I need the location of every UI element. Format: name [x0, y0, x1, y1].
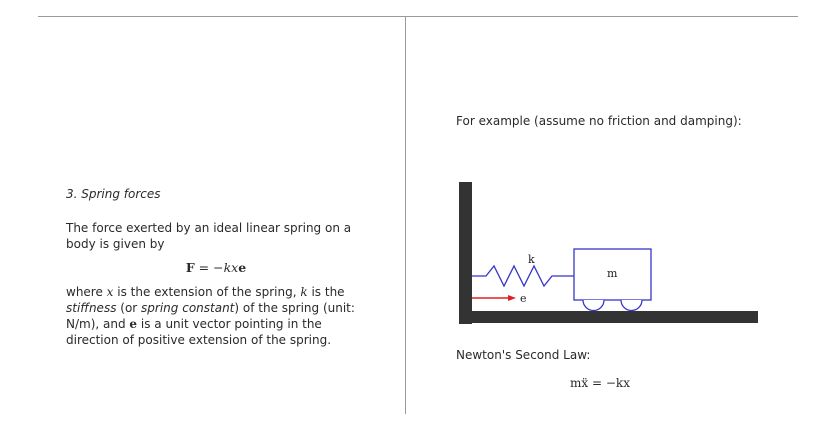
- newton-law-equation: mẍ = −kx: [570, 376, 630, 390]
- left-column: [66, 186, 366, 348]
- spring: [472, 266, 574, 286]
- wall: [459, 182, 472, 324]
- left-wheel: [583, 300, 604, 311]
- formula-k: k: [223, 260, 232, 275]
- section-heading: 3. Spring forces: [66, 187, 161, 201]
- unit-vector-arrowhead: [508, 295, 516, 301]
- center-divider: [405, 16, 406, 414]
- spring-mass-diagram: [456, 180, 761, 328]
- formula-e: e: [238, 260, 247, 275]
- formula-equals: = −: [194, 260, 224, 275]
- description-text: where x is the extension of the spring, k is the stiffness (or spring constant) of the spring (unit: N/m), and e is a unit vector pointing in the direction of positive extension of the spring.: [66, 285, 355, 347]
- example-intro: For example (assume no friction and damping):: [456, 114, 742, 128]
- spring-label: k: [528, 253, 535, 266]
- top-rule: [38, 16, 798, 17]
- formula-force: F: [185, 260, 195, 275]
- right-wheel: [621, 300, 642, 311]
- spring-force-formula: [66, 260, 366, 276]
- formula-x: x: [231, 260, 239, 275]
- intro-text: The force exerted by an ideal linear spring on a body is given by: [66, 221, 352, 251]
- mass-label: m: [607, 267, 618, 280]
- newton-law-label: Newton's Second Law:: [456, 348, 591, 362]
- floor: [459, 311, 758, 323]
- vector-label: e: [520, 292, 527, 305]
